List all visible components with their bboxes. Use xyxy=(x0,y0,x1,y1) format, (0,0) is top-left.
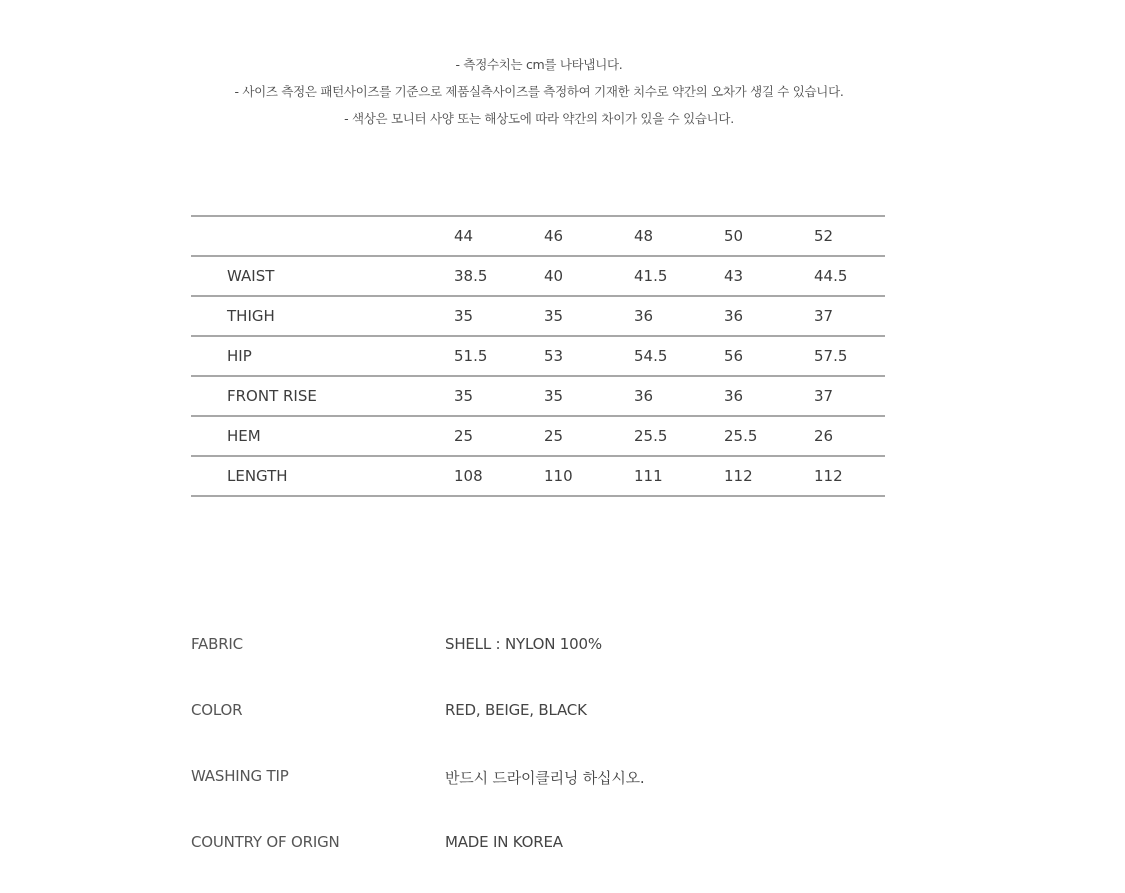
info-value: MADE IN KOREA xyxy=(445,833,563,851)
table-row xyxy=(191,336,885,376)
info-key: COLOR xyxy=(191,701,243,719)
size-header: 48 xyxy=(634,216,724,256)
measurement-value: 37 xyxy=(814,376,885,416)
size-header: 46 xyxy=(544,216,634,256)
info-row-fabric xyxy=(191,629,891,695)
info-row-color xyxy=(191,695,891,761)
info-value: RED, BEIGE, BLACK xyxy=(445,701,587,719)
measurement-value: 36 xyxy=(634,296,724,336)
measurement-value: 40 xyxy=(544,256,634,296)
table-row xyxy=(191,456,885,496)
note-line: - 색상은 모니터 사양 또는 해상도에 따라 약간의 차이가 있을 수 있습니다. xyxy=(344,111,734,126)
measurement-label: HEM xyxy=(191,416,454,456)
measurement-value: 112 xyxy=(814,456,885,496)
measurement-value: 35 xyxy=(454,296,544,336)
table-row xyxy=(191,416,885,456)
measurement-value: 38.5 xyxy=(454,256,544,296)
measurement-label: LENGTH xyxy=(191,456,454,496)
size-header: 44 xyxy=(454,216,544,256)
info-value: 반드시 드라이클리닝 하십시오. xyxy=(445,769,645,787)
measurement-value: 25 xyxy=(544,416,634,456)
measurement-value: 35 xyxy=(454,376,544,416)
table-header-empty xyxy=(191,216,454,256)
info-key: WASHING TIP xyxy=(191,767,289,785)
measurement-label: THIGH xyxy=(191,296,454,336)
measurement-value: 57.5 xyxy=(814,336,885,376)
size-chart-table xyxy=(191,215,885,497)
note-line: - 사이즈 측정은 패턴사이즈를 기준으로 제품실측사이즈를 측정하여 기재한 치수로 약간의 오차가 생길 수 있습니다. xyxy=(234,84,844,99)
measurement-value: 25.5 xyxy=(724,416,814,456)
measurement-value: 51.5 xyxy=(454,336,544,376)
measurement-value: 110 xyxy=(544,456,634,496)
measurement-value: 36 xyxy=(724,296,814,336)
info-key: COUNTRY OF ORIGN xyxy=(191,833,340,851)
measurement-value: 53 xyxy=(544,336,634,376)
info-key: FABRIC xyxy=(191,635,243,653)
measurement-value: 26 xyxy=(814,416,885,456)
measurement-value: 54.5 xyxy=(634,336,724,376)
measurement-value: 111 xyxy=(634,456,724,496)
measurement-label: HIP xyxy=(191,336,454,376)
measurement-value: 108 xyxy=(454,456,544,496)
note-line: - 측정수치는 cm를 나타냅니다. xyxy=(455,57,623,72)
table-row xyxy=(191,376,885,416)
product-info xyxy=(191,629,891,893)
measurement-value: 35 xyxy=(544,296,634,336)
measurement-value: 36 xyxy=(724,376,814,416)
table-row xyxy=(191,256,885,296)
size-header: 52 xyxy=(814,216,885,256)
info-row-country-of-origin xyxy=(191,827,891,893)
measurement-value: 43 xyxy=(724,256,814,296)
size-header: 50 xyxy=(724,216,814,256)
measurement-value: 44.5 xyxy=(814,256,885,296)
measurement-value: 37 xyxy=(814,296,885,336)
table-header-row xyxy=(191,216,885,256)
measurement-value: 56 xyxy=(724,336,814,376)
measurement-value: 112 xyxy=(724,456,814,496)
info-row-washing-tip xyxy=(191,761,891,827)
table-row xyxy=(191,296,885,336)
measurement-value: 41.5 xyxy=(634,256,724,296)
measurement-value: 35 xyxy=(544,376,634,416)
measurement-value: 36 xyxy=(634,376,724,416)
measurement-notes xyxy=(0,51,1078,132)
measurement-value: 25.5 xyxy=(634,416,724,456)
measurement-label: WAIST xyxy=(191,256,454,296)
info-value: SHELL : NYLON 100% xyxy=(445,635,602,653)
measurement-value: 25 xyxy=(454,416,544,456)
measurement-label: FRONT RISE xyxy=(191,376,454,416)
